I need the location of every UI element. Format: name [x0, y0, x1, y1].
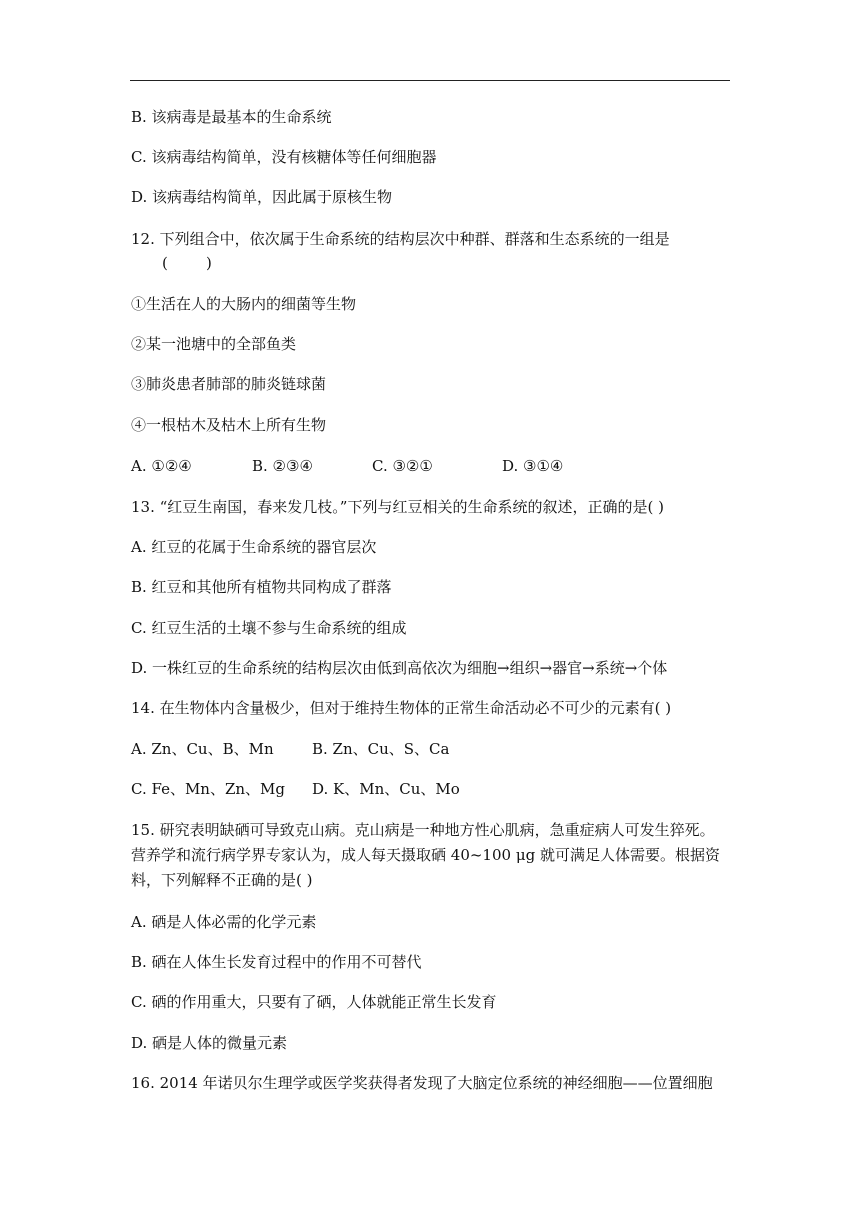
q15-option-d: D. 硒是人体的微量元素 [131, 1034, 288, 1052]
q12-item-1: ①生活在人的大肠内的细菌等生物 [131, 295, 357, 313]
q16-stem: 16. 2014 年诺贝尔生理学或医学奖获得者发现了大脑定位系统的神经细胞——位置细胞 [131, 1074, 713, 1092]
q12-item-2: ②某一池塘中的全部鱼类 [131, 335, 297, 353]
q15-stem-line-1: 15. 研究表明缺硒可导致克山病。克山病是一种地方性心肌病，急重症病人可发生猝死。 [131, 821, 715, 839]
q13-option-c: C. 红豆生活的土壤不参与生命系统的组成 [131, 619, 407, 637]
q14-stem: 14. 在生物体内含量极少，但对于维持生物体的正常生命活动必不可少的元素有( ) [131, 699, 672, 717]
header-rule [130, 80, 730, 81]
q13-stem: 13. “红豆生南国，春来发几枝。”下列与红豆相关的生命系统的叙述，正确的是( ) [131, 498, 664, 516]
q12-stem: 12. 下列组合中，依次属于生命系统的结构层次中种群、群落和生态系统的一组是 [131, 230, 670, 248]
q15-option-a: A. 硒是人体必需的化学元素 [131, 913, 317, 931]
q14-option-d: D. K、Mn、Cu、Mo [312, 780, 460, 798]
q13-option-a: A. 红豆的花属于生命系统的器官层次 [131, 538, 377, 556]
q12-option-c: C. ③②① [372, 457, 433, 475]
q13-option-b: B. 红豆和其他所有植物共同构成了群落 [131, 578, 392, 596]
q15-option-b: B. 硒在人体生长发育过程中的作用不可替代 [131, 953, 422, 971]
q14-option-c: C. Fe、Mn、Zn、Mg [131, 780, 286, 798]
q14-option-b: B. Zn、Cu、S、Ca [312, 740, 450, 758]
q12-item-3: ③肺炎患者肺部的肺炎链球菌 [131, 375, 327, 393]
q11-option-c: C. 该病毒结构简单，没有核糖体等任何细胞器 [131, 148, 437, 166]
q14-option-a: A. Zn、Cu、B、Mn [131, 740, 274, 758]
q15-stem-line-2: 营养学和流行病学界专家认为，成人每天摄取硒 40~100 μg 就可满足人体需要。根据资 [131, 846, 720, 864]
q11-option-d: D. 该病毒结构简单，因此属于原核生物 [131, 188, 393, 206]
q12-item-4: ④一根枯木及枯木上所有生物 [131, 416, 327, 434]
q15-stem-line-3: 料，下列解释不正确的是( ) [131, 871, 313, 889]
q15-option-c: C. 硒的作用重大，只要有了硒，人体就能正常生长发育 [131, 993, 497, 1011]
q13-option-d: D. 一株红豆的生命系统的结构层次由低到高依次为细胞→组织→器官→系统→个体 [131, 659, 668, 677]
q12-answer-paren: ( ) [162, 254, 212, 272]
q12-option-b: B. ②③④ [252, 457, 313, 475]
q11-option-b: B. 该病毒是最基本的生命系统 [131, 108, 332, 126]
q12-option-a: A. ①②④ [131, 457, 192, 475]
q12-option-d: D. ③①④ [502, 457, 564, 475]
